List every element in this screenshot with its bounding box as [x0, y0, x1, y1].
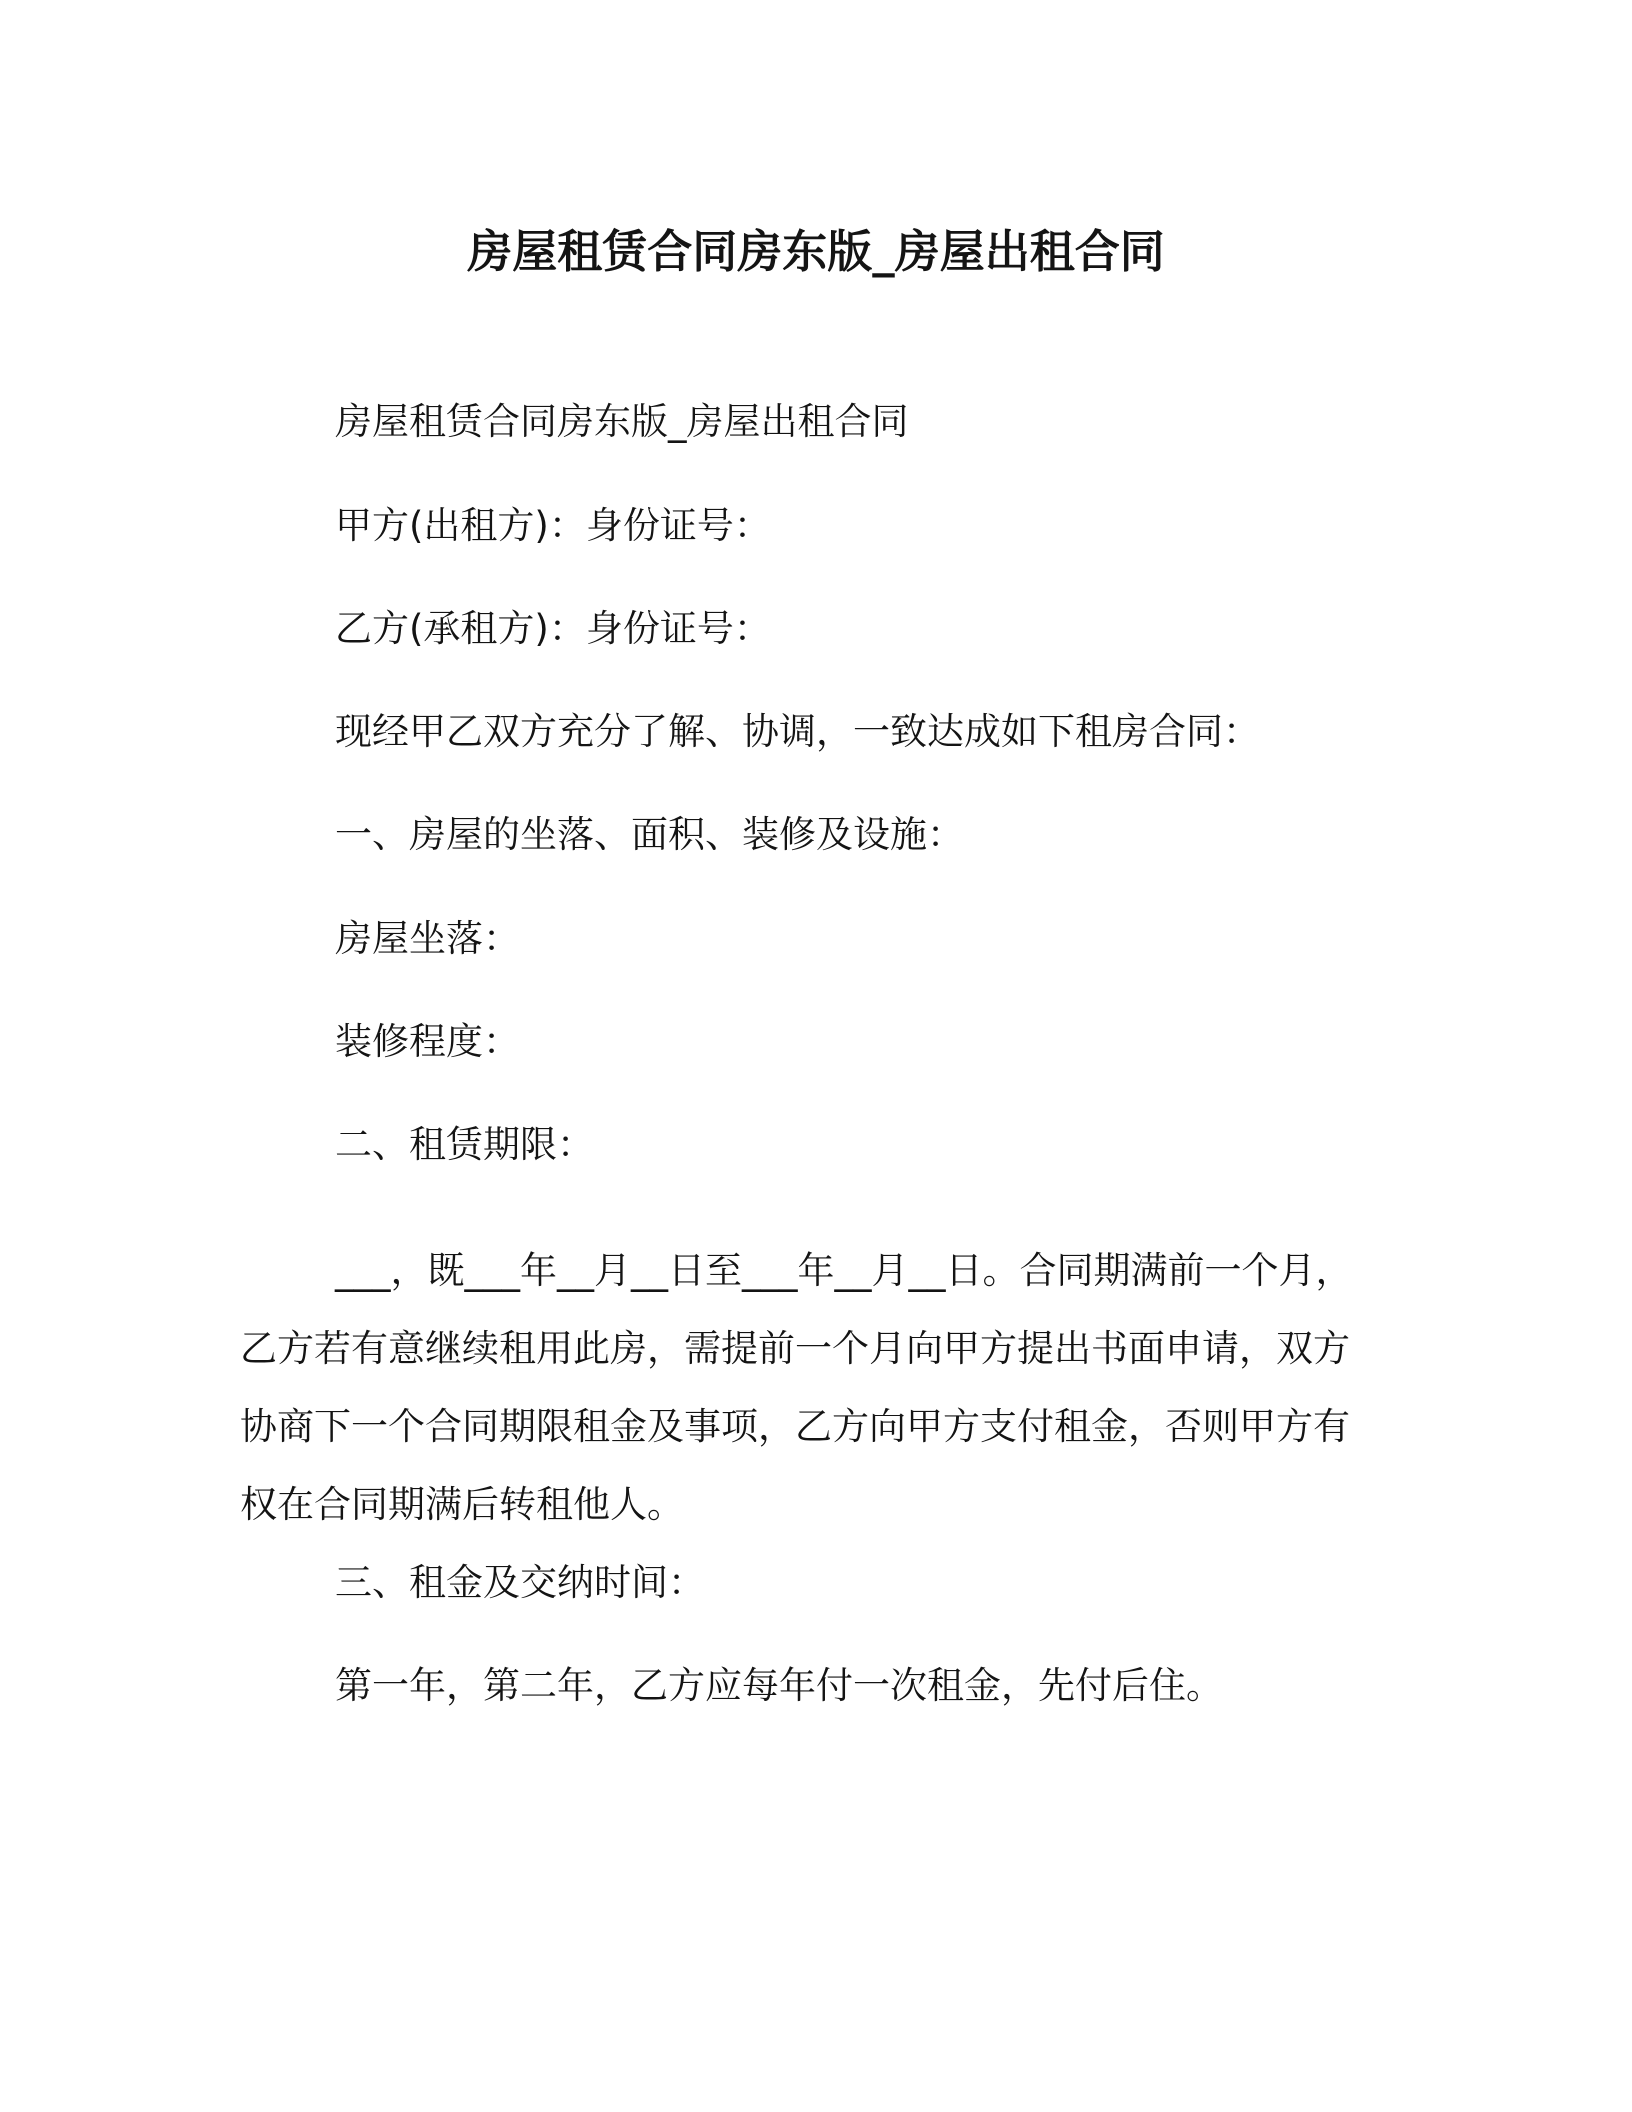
document-title: 房屋租赁合同房东版_房屋出租合同	[467, 225, 1165, 278]
section-2-heading: 二、租赁期限：	[335, 1123, 594, 1166]
subtitle-paragraph: 房屋租赁合同房东版_房屋出租合同	[335, 400, 909, 443]
agreement-intro: 现经甲乙双方充分了解、协调，一致达成如下租房合同：	[335, 710, 1260, 753]
section-3-heading: 三、租金及交纳时间：	[335, 1561, 705, 1604]
house-location-line: 房屋坐落：	[335, 917, 520, 960]
section-1-heading: 一、房屋的坐落、面积、装修及设施：	[335, 813, 964, 856]
lease-term-line-1: ___，既___年__月__日至___年__月__日。合同期满前一个月，	[335, 1249, 1353, 1292]
party-b-line: 乙方(承租方)：身份证号：	[335, 607, 771, 650]
lease-term-line-3: 协商下一个合同期限租金及事项，乙方向甲方支付租金，否则甲方有	[240, 1405, 1350, 1448]
decoration-level-line: 装修程度：	[335, 1020, 520, 1063]
lease-term-line-4: 权在合同期满后转租他人。	[240, 1483, 684, 1526]
rent-payment-line: 第一年，第二年，乙方应每年付一次租金，先付后住。	[335, 1664, 1223, 1707]
lease-term-line-2: 乙方若有意继续租用此房，需提前一个月向甲方提出书面申请，双方	[240, 1327, 1350, 1370]
lease-term-paragraph	[240, 1232, 1400, 1544]
party-a-line: 甲方(出租方)：身份证号：	[335, 504, 771, 547]
